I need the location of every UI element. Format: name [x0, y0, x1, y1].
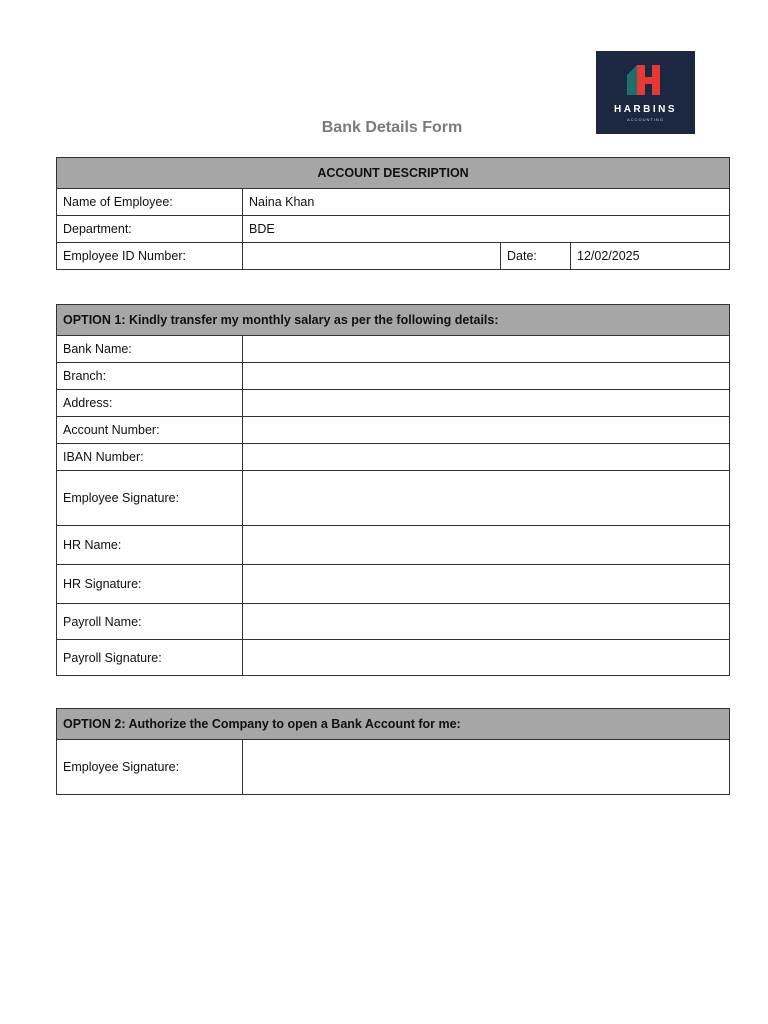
employee-id-label: Employee ID Number: — [57, 243, 243, 270]
department-field[interactable]: BDE — [243, 216, 730, 243]
branch-label: Branch: — [57, 363, 243, 390]
logo-brand-text: HARBINS — [613, 104, 678, 115]
bank-name-label: Bank Name: — [57, 336, 243, 363]
department-label: Department: — [57, 216, 243, 243]
hr-name-label: HR Name: — [57, 526, 243, 565]
page-title: Bank Details Form — [321, 119, 463, 136]
iban-number-label: IBAN Number: — [57, 444, 243, 471]
logo-sub-text: ACCOUNTING — [627, 117, 664, 122]
hr-signature-field[interactable] — [243, 565, 730, 604]
employee-signature-field[interactable] — [243, 471, 730, 526]
option2-signature-field[interactable] — [243, 740, 730, 795]
employee-signature-label: Employee Signature: — [57, 471, 243, 526]
option1-table — [56, 304, 730, 676]
payroll-name-label: Payroll Name: — [57, 604, 243, 640]
account-number-field[interactable] — [243, 417, 730, 444]
option2-header: OPTION 2: Authorize the Company to open a Bank Account for me: — [57, 709, 730, 740]
iban-number-field[interactable] — [243, 444, 730, 471]
address-label: Address: — [57, 390, 243, 417]
option2-signature-label: Employee Signature: — [57, 740, 243, 795]
option1-header: OPTION 1: Kindly transfer my monthly salary as per the following details: — [57, 305, 730, 336]
bank-name-field[interactable] — [243, 336, 730, 363]
hr-signature-label: HR Signature: — [57, 565, 243, 604]
payroll-signature-label: Payroll Signature: — [57, 640, 243, 676]
payroll-signature-field[interactable] — [243, 640, 730, 676]
date-label: Date: — [501, 243, 571, 270]
account-description-table — [56, 157, 730, 270]
payroll-name-field[interactable] — [243, 604, 730, 640]
hr-name-field[interactable] — [243, 526, 730, 565]
name-field[interactable]: Naina Khan — [243, 189, 730, 216]
branch-field[interactable] — [243, 363, 730, 390]
account-description-header: ACCOUNT DESCRIPTION — [57, 158, 730, 189]
option2-table — [56, 708, 730, 795]
harbins-h-icon — [625, 61, 665, 101]
name-label: Name of Employee: — [57, 189, 243, 216]
address-field[interactable] — [243, 390, 730, 417]
date-field[interactable]: 12/02/2025 — [571, 243, 730, 270]
employee-id-field[interactable] — [243, 243, 501, 270]
account-number-label: Account Number: — [57, 417, 243, 444]
